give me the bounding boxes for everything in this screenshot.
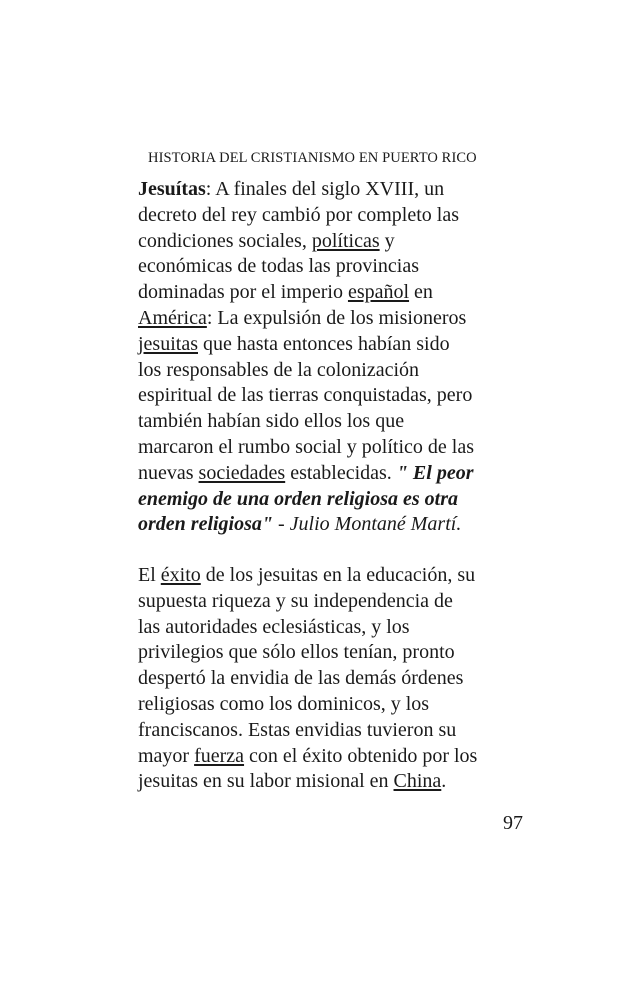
quote-separator: - [273, 513, 290, 536]
text-line [138, 177, 538, 203]
paragraph-jesuitas [138, 177, 538, 538]
quote-author: Julio Montané Martí. [289, 513, 462, 536]
paragraph-exito [138, 563, 538, 795]
term-jesuitas: Jesuítas [138, 178, 206, 200]
text-line [138, 744, 538, 770]
text-span: jesuitas en su labor misional en [138, 770, 394, 793]
text-line: económicas de todas las provincias [138, 255, 420, 278]
text-line [138, 461, 538, 487]
link-america[interactable]: América [138, 306, 207, 329]
text-span: mayor [138, 744, 195, 767]
text-line [138, 512, 538, 538]
link-sociedades[interactable]: sociedades [198, 461, 286, 484]
text-line: supuesta riqueza y su independencia de [138, 589, 453, 612]
quote-line: enemigo de una orden religiosa es otra [138, 487, 459, 510]
link-jesuitas[interactable]: jesuitas [138, 332, 198, 355]
text-span: establecidas. [285, 461, 397, 484]
page-number: 97 [503, 812, 523, 834]
text-line: los responsables de la colonización [138, 358, 420, 381]
text-span: . [441, 770, 447, 793]
text-span: de los jesuitas en la educación, su [200, 564, 476, 586]
text-line: privilegios que sólo ellos tenían, pronto [138, 641, 455, 664]
text-line: despertó la envidia de las demás órdenes [138, 667, 464, 690]
link-exito[interactable]: éxito [160, 564, 201, 586]
text-line [138, 563, 538, 589]
text-line: espiritual de las tierras conquistadas, pero [138, 384, 473, 407]
text-line [138, 306, 538, 332]
text-span: : La expulsión de los misioneros [206, 306, 467, 329]
text-span: dominadas por el imperio [138, 281, 348, 304]
link-espanol[interactable]: español [347, 281, 410, 304]
text-line [138, 332, 538, 358]
text-span: nuevas [138, 461, 199, 484]
text-span: : A finales del siglo XVIII, un [205, 178, 445, 200]
page-header: HISTORIA DEL CRISTIANISMO EN PUERTO RICO [148, 150, 477, 166]
text-line: las autoridades eclesiásticas, y los [138, 615, 410, 638]
link-china[interactable]: China [393, 770, 442, 793]
link-fuerza[interactable]: fuerza [194, 744, 245, 767]
quote-text: " El peor [396, 461, 474, 484]
text-line [138, 229, 538, 255]
link-politicas[interactable]: políticas [311, 229, 380, 252]
text-span: con el éxito obtenido por los [244, 744, 478, 767]
text-line: también habían sido ellos los que [138, 410, 405, 433]
text-line: marcaron el rumbo social y político de las [138, 435, 475, 458]
text-span: y [379, 229, 395, 252]
text-line: decreto del rey cambió por completo las [138, 203, 459, 226]
quote-text: orden religiosa" [138, 513, 273, 536]
text-line: religiosas como los dominicos, y los [138, 692, 430, 715]
text-line: franciscanos. Estas envidias tuvieron su [138, 718, 457, 741]
text-span: en [409, 281, 433, 304]
text-line [138, 769, 538, 795]
text-span: condiciones sociales, [138, 229, 312, 252]
text-span: El [138, 564, 161, 586]
text-span: que hasta entonces habían sido [198, 332, 450, 355]
text-line [138, 280, 538, 306]
